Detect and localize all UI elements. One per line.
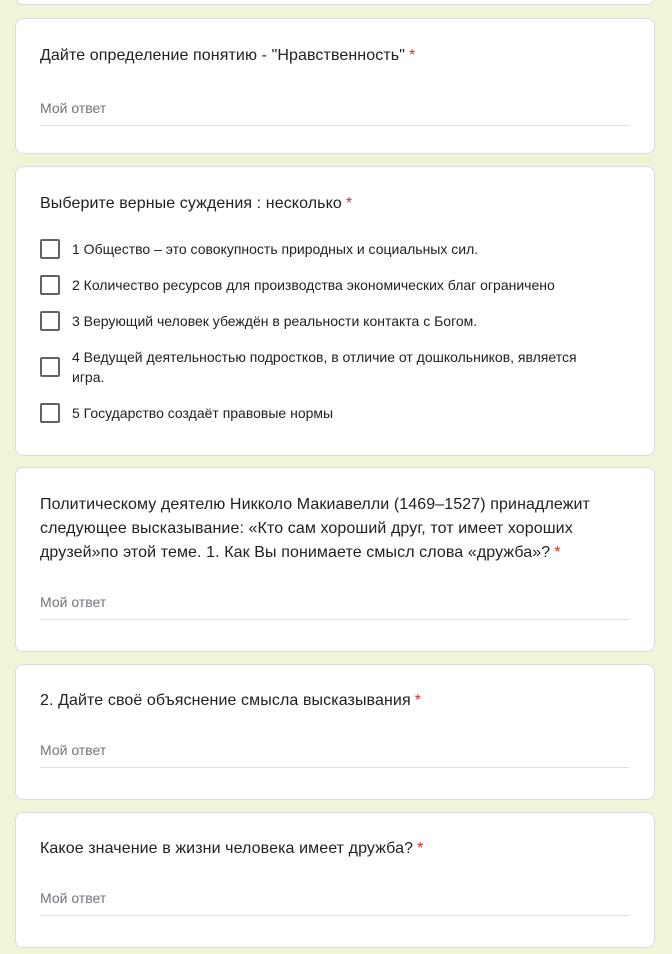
question-card-4	[15, 664, 655, 800]
answer-input[interactable]	[40, 590, 630, 620]
question-title	[40, 192, 630, 216]
answer-input[interactable]	[40, 886, 630, 916]
answer-placeholder: Мой ответ	[40, 742, 107, 758]
checkbox-option[interactable]	[40, 275, 630, 295]
answer-input[interactable]	[40, 738, 630, 768]
question-title	[40, 44, 630, 68]
question-card-3	[15, 467, 655, 652]
answer-placeholder: Мой ответ	[40, 594, 107, 610]
checkbox-option[interactable]	[40, 347, 630, 387]
question-text: Политическому деятелю Никколо Макиавелли (1469–1527) принадлежит следующее высказывание: «Кто сам хороший друг, тот имеет хороших друзей»по этой теме. 1. Как Вы понимаете смысл слова «дружба»?	[40, 496, 590, 561]
question-title	[40, 689, 630, 713]
question-text: 2. Дайте своё объяснение смысла высказывания	[40, 692, 411, 709]
question-text: Выберите верные суждения : несколько	[40, 195, 342, 212]
required-asterisk: *	[417, 840, 424, 857]
option-label: 2 Количество ресурсов для производства экономических благ ограничено	[72, 277, 555, 293]
checkbox[interactable]	[40, 275, 60, 295]
option-label: 1 Общество – это совокупность природных и социальных сил.	[72, 241, 479, 257]
required-asterisk: *	[409, 47, 416, 64]
checkbox[interactable]	[40, 357, 60, 377]
checkbox-option[interactable]	[40, 239, 630, 259]
checkbox-option[interactable]	[40, 311, 630, 331]
answer-input[interactable]	[40, 96, 630, 126]
question-text: Дайте определение понятию - "Нравственность"	[40, 47, 405, 64]
required-asterisk: *	[554, 544, 561, 561]
checkbox[interactable]	[40, 403, 60, 423]
required-asterisk: *	[345, 195, 353, 212]
question-card-1	[15, 18, 655, 154]
answer-placeholder: Мой ответ	[40, 890, 107, 906]
option-label: 4 Ведущей деятельностью подростков, в отличие от дошкольников, является игра.	[72, 349, 577, 385]
checkbox-option[interactable]	[40, 403, 630, 423]
question-title	[40, 493, 614, 565]
checkbox[interactable]	[40, 311, 60, 331]
question-text: Какое значение в жизни человека имеет дружба?	[40, 840, 414, 857]
answer-placeholder: Мой ответ	[40, 100, 107, 116]
required-asterisk: *	[414, 692, 422, 709]
option-label: 3 Верующий человек убеждён в реальности контакта с Богом.	[72, 313, 478, 329]
question-title	[40, 837, 630, 861]
option-label: 5 Государство создаёт правовые нормы	[72, 405, 334, 421]
checkbox[interactable]	[40, 239, 60, 259]
question-card-2	[15, 166, 655, 456]
previous-question-card	[15, 0, 655, 5]
question-card-5	[15, 812, 655, 948]
